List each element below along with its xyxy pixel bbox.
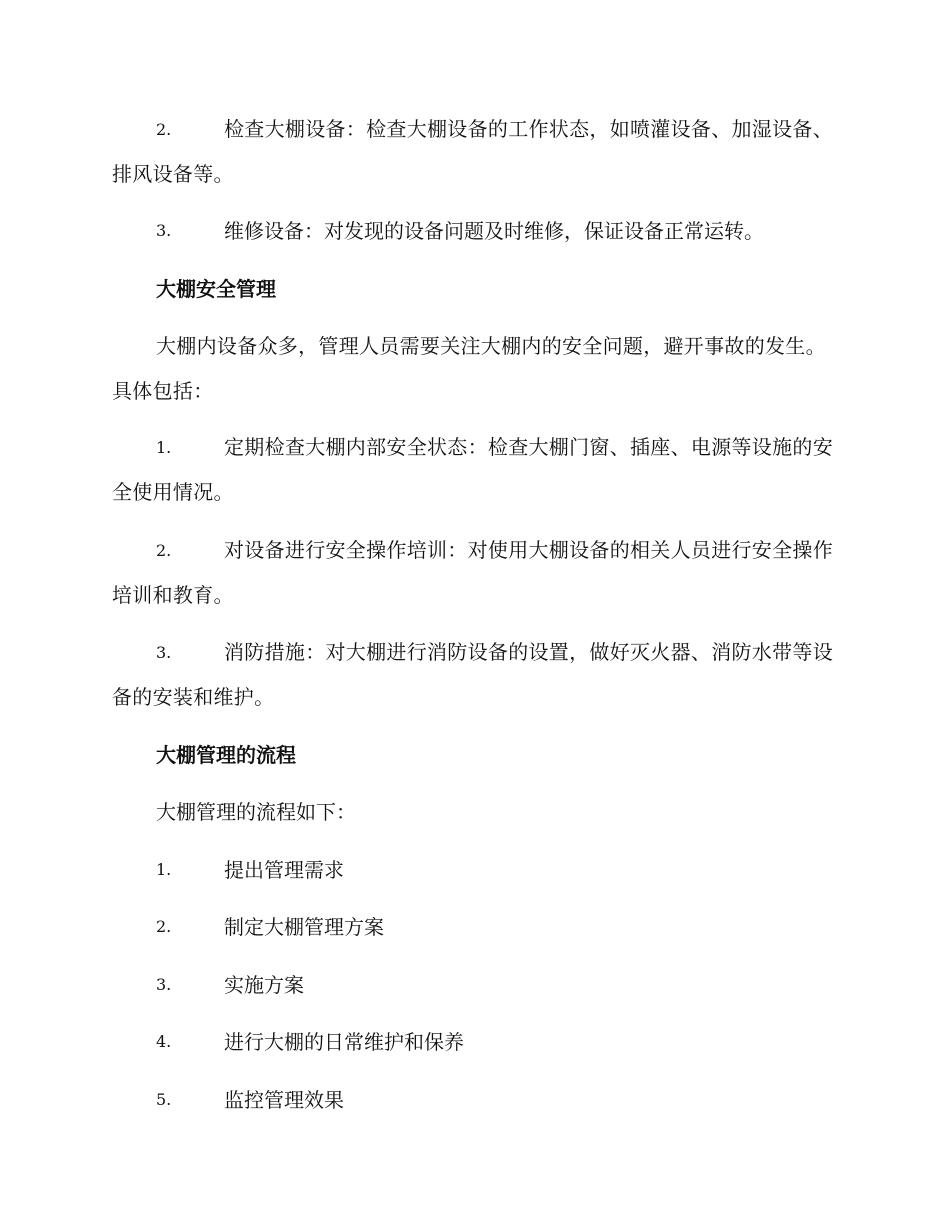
list-item-text: 进行大棚的日常维护和保养 bbox=[224, 1030, 464, 1054]
list-item-number: 4. bbox=[156, 1032, 172, 1051]
paragraph: 大棚内设备众多，管理人员需要关注大棚内的安全问题，避开事故的发生。具体包括： bbox=[112, 334, 826, 403]
list-item-number: 2. bbox=[156, 120, 172, 139]
section-heading-safety bbox=[112, 274, 834, 304]
section-heading: 大棚管理的流程 bbox=[156, 743, 296, 767]
list-item-number: 3. bbox=[156, 221, 172, 240]
list-item-text: 监控管理效果 bbox=[224, 1088, 344, 1112]
list-item bbox=[112, 115, 834, 205]
list-item bbox=[112, 536, 834, 626]
list-item-number: 1. bbox=[156, 860, 172, 879]
list-item-text: 制定大棚管理方案 bbox=[224, 915, 384, 939]
list-item-number: 2. bbox=[156, 917, 172, 936]
paragraph: 大棚管理的流程如下： bbox=[156, 800, 356, 824]
list-item-text: 对设备进行安全操作培训：对使用大棚设备的相关人员进行安全操作培训和教育。 bbox=[112, 538, 833, 607]
list-item bbox=[112, 433, 834, 523]
list-item-number: 2. bbox=[156, 541, 172, 560]
list-item-number: 3. bbox=[156, 975, 172, 994]
list-item-text: 提出管理需求 bbox=[224, 858, 344, 882]
list-item-text: 检查大棚设备：检查大棚设备的工作状态，如喷灌设备、加湿设备、排风设备等。 bbox=[112, 117, 833, 186]
section-heading-process bbox=[112, 740, 834, 770]
section-heading: 大棚安全管理 bbox=[156, 277, 276, 301]
list-item-text: 消防措施：对大棚进行消防设备的设置，做好灭火器、消防水带等设备的安装和维护。 bbox=[112, 640, 833, 709]
list-item bbox=[112, 638, 834, 728]
list-item-number: 5. bbox=[156, 1090, 172, 1109]
section-intro-safety bbox=[112, 324, 834, 414]
list-item-number: 1. bbox=[156, 438, 172, 457]
list-item-number: 3. bbox=[156, 643, 172, 662]
list-item-text: 维修设备：对发现的设备问题及时维修，保证设备正常运转。 bbox=[224, 219, 764, 243]
list-item-text: 实施方案 bbox=[224, 973, 304, 997]
list-item-text: 定期检查大棚内部安全状态：检查大棚门窗、插座、电源等设施的安全使用情况。 bbox=[112, 435, 833, 504]
